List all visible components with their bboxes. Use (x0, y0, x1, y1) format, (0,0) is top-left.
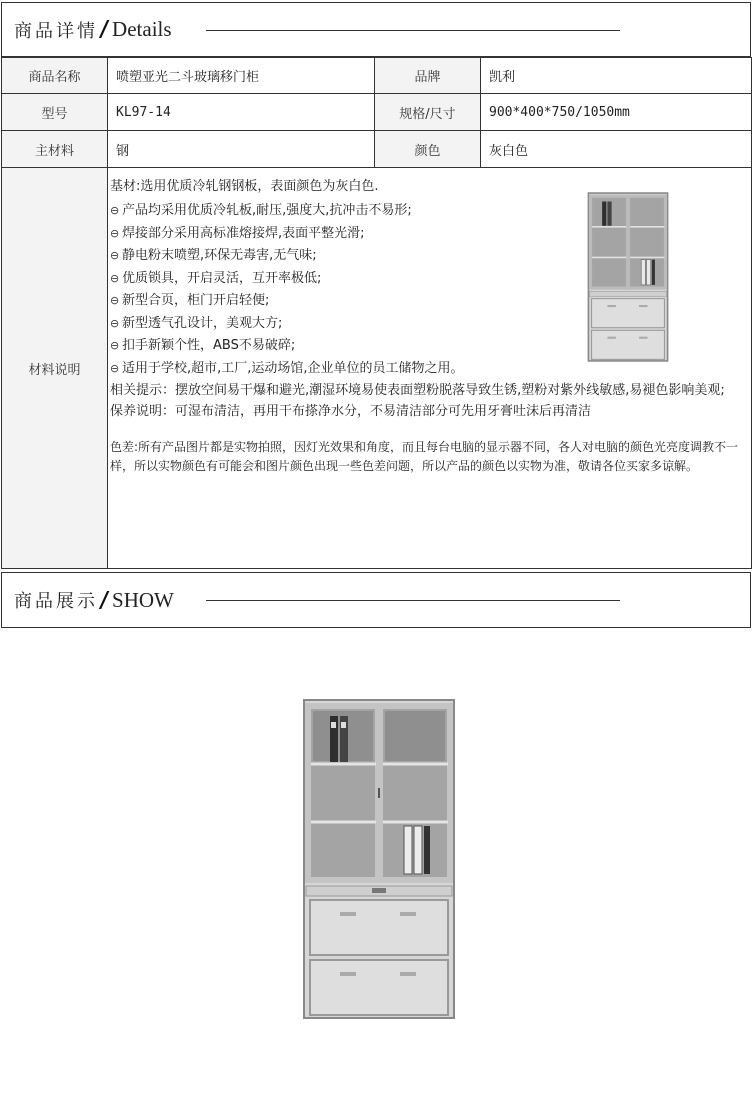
color-disclaimer: 色差:所有产品图片都是实物拍照，因灯光效果和角度，而且每台电脑的显示器不同，各人对电脑的颜色光亮度调教不一样，所以实物颜色有可能会和图片颜色出现一些色差问题，所以产品的颜色以实物为准，敬请各位买家多谅解。 (110, 440, 739, 473)
product-name-label: 商品名称 (2, 58, 108, 94)
show-title-slash: / (98, 587, 110, 613)
bullet-icon: ⊖ (110, 316, 120, 330)
bullet-icon: ⊖ (110, 249, 120, 262)
bullet-icon: ⊖ (110, 271, 120, 285)
material-description (108, 168, 752, 569)
details-title-cn: 商品详情 (14, 20, 98, 42)
description-tip: 相关提示：摆放空间易干爆和避光,潮湿环境易使表面塑粉脱落导致生锈,塑粉对紫外线敏感,易褪色影响美观; (110, 383, 725, 398)
table-row (2, 94, 752, 131)
bullet-icon: ⊖ (110, 226, 120, 240)
show-header-rule (206, 600, 620, 601)
details-section-header (1, 2, 751, 57)
show-section-header (1, 572, 751, 628)
show-title (14, 573, 174, 627)
list-item: ⊖ 扣手新颖个性，ABS不易破碎; (110, 335, 749, 358)
size-label: 规格/尺寸 (375, 94, 481, 131)
bullet-icon: ⊖ (110, 294, 120, 307)
list-item: ⊖ 新型透气孔设计，美观大方; (110, 313, 749, 336)
bullet-icon: ⊖ (110, 204, 120, 217)
product-name-value: 喷塑亚光二斗玻璃移门柜 (108, 58, 375, 94)
details-title (14, 3, 172, 56)
description-care: 保养说明：可湿布清洁，再用干布搽净水分，不易清洁部分可先用牙膏吐沫后再清洁 (110, 404, 592, 419)
show-title-en: SHOW (112, 587, 174, 612)
table-row (2, 168, 752, 569)
description-intro: 基材:选用优质冷轧钢钢板，表面颜色为灰白色. (110, 179, 379, 194)
cabinet-icon (588, 193, 667, 361)
table-row (2, 131, 752, 168)
list-item: ⊖ 适用于学校,超市,工厂,运动场馆,企业单位的员工储物之用。 (110, 358, 749, 381)
material-value: 钢 (108, 131, 375, 168)
model-value: KL97-14 (108, 94, 375, 131)
size-value: 900*400*750/1050mm (481, 94, 752, 131)
details-header-rule (206, 30, 620, 31)
list-item: ⊖ 静电粉末喷塑,环保无毒害,无气味; (110, 245, 749, 268)
brand-label: 品牌 (375, 58, 481, 94)
material-label: 主材料 (2, 131, 108, 168)
color-value: 灰白色 (481, 131, 752, 168)
bullet-icon: ⊖ (110, 339, 120, 352)
cabinet-icon (304, 700, 454, 1018)
list-item: ⊖ 产品均采用优质冷轧板,耐压,强度大,抗冲击不易形; (110, 200, 749, 223)
show-title-cn: 商品展示 (14, 591, 98, 612)
list-item: ⊖ 新型合页，柜门开启轻便; (110, 290, 749, 313)
material-description-label: 材料说明 (2, 168, 108, 569)
list-item: ⊖ 优质锁具，开启灵活，互开率极低; (110, 268, 749, 291)
model-label: 型号 (2, 94, 108, 131)
details-title-slash: / (98, 17, 110, 42)
bullet-icon: ⊖ (110, 361, 120, 375)
cabinet-thumbnail (586, 192, 670, 362)
table-row (2, 58, 752, 94)
color-label: 颜色 (375, 131, 481, 168)
product-details-table (1, 57, 752, 569)
brand-value: 凯利 (481, 58, 752, 94)
details-title-en: Details (112, 17, 172, 41)
cabinet-photo (300, 698, 458, 1020)
list-item: ⊖ 焊接部分采用高标准熔接焊,表面平整光滑; (110, 223, 749, 246)
